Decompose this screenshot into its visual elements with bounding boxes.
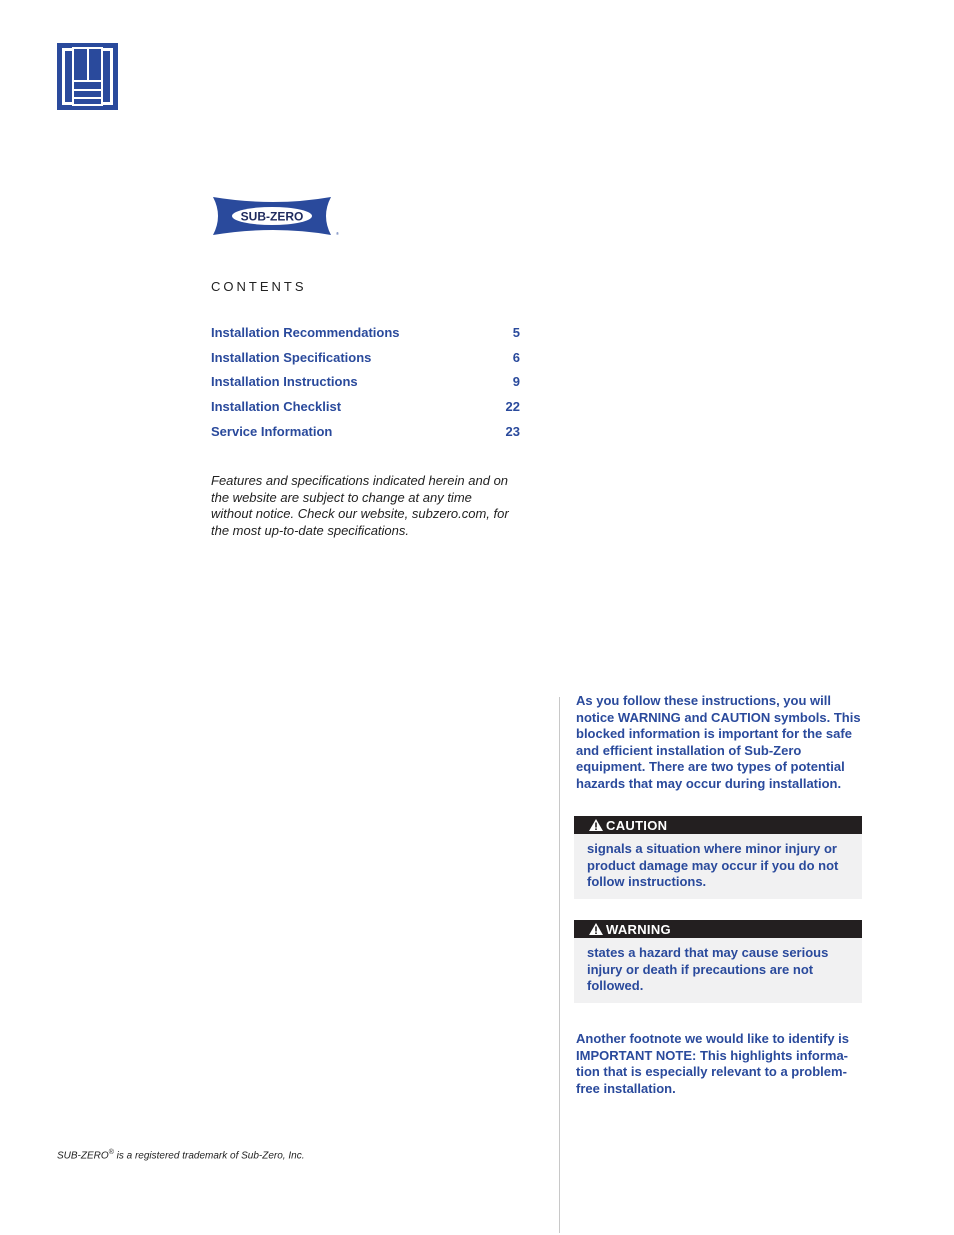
warning-body [574, 938, 862, 1003]
toc-item-service-information[interactable] [211, 424, 520, 442]
toc-item-label: Installation Instructions [211, 374, 358, 389]
warning-intro-text: As you follow these instructions, you will notice WARNING and CAUTION symbols. This blocked information is important for the safe and efficient installation of Sub-Zero equipment. There are two types of potential hazards that may occur during installation. [576, 693, 861, 791]
toc-item-page: 9 [512, 374, 520, 389]
toc-item-label: Installation Checklist [211, 399, 342, 414]
toc-item-installation-checklist[interactable] [211, 399, 520, 417]
warning-triangle-icon [589, 819, 603, 831]
warning-text: states a hazard that may cause serious injury or death if precautions are not followed. [587, 945, 829, 993]
toc-item-installation-instructions[interactable] [211, 374, 520, 392]
toc-item-page: 6 [512, 350, 520, 365]
sub-zero-logo [209, 195, 339, 237]
toc-item-page: 22 [505, 399, 520, 414]
toc-item-label: Service Information [211, 424, 333, 439]
caution-label: CAUTION [606, 817, 668, 833]
caution-text: signals a situation where minor injury or product damage may occur if you do not follow instructions. [587, 841, 839, 889]
disclaimer-text: Features and specifications indicated herein and on the website are subject to change at any time without notice. Check our website, subzero.com, for the most up-to-date specifications. [211, 473, 509, 538]
toc-item-installation-specifications[interactable] [211, 350, 520, 368]
warning-triangle-icon [589, 923, 603, 935]
toc-item-label: Installation Specifications [211, 350, 372, 365]
toc-item-label: Installation Recommendations [211, 325, 400, 340]
important-note-text: Another footnote we would like to identify is IMPORTANT NOTE: This highlights informa-tion that is especially relevant to a problem-free installation. [576, 1031, 849, 1096]
logo-text: SUB-ZERO [240, 209, 304, 224]
caution-header [574, 816, 862, 834]
trademark-symbol: ® [108, 1149, 114, 1156]
toc-item-page: 23 [505, 424, 520, 439]
contents-heading: CONTENTS [211, 279, 307, 294]
trademark-mark: SUB-ZERO [57, 1150, 109, 1162]
toc-item-installation-recommendations[interactable] [211, 325, 520, 343]
refrigerator-icon [57, 43, 118, 110]
toc-item-page: 5 [512, 325, 520, 340]
trademark-notice [57, 1149, 304, 1161]
warning-label: WARNING [606, 921, 671, 937]
warning-header [574, 920, 862, 938]
trademark-text: is a registered trademark of Sub-Zero, Inc. [113, 1150, 305, 1162]
registered-mark: ® [336, 231, 339, 236]
column-divider [559, 697, 560, 1233]
caution-body [574, 834, 862, 899]
